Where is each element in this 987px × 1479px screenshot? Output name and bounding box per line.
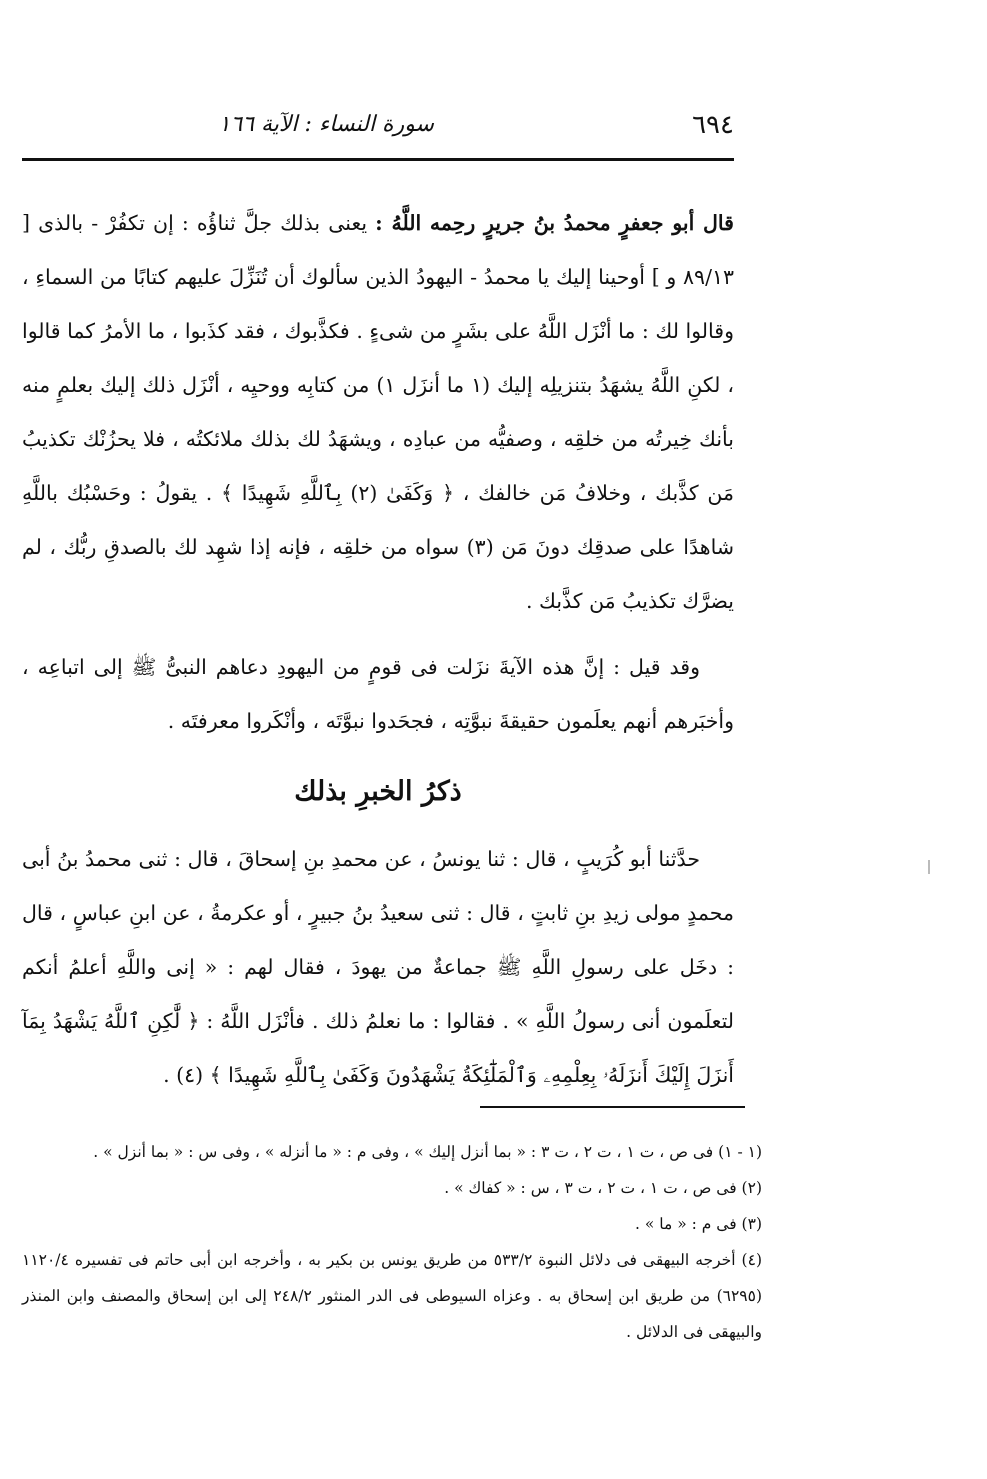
scan-mark [928, 860, 930, 874]
paragraph-lead: قال أبو جعفرٍ محمدُ بنُ جريرٍ رحِمه اللَّهُ : [375, 211, 734, 235]
paragraph-hadith [22, 832, 734, 1102]
paragraph-alternate-view [22, 640, 734, 748]
footnote: (٤) أخرجه البيهقى فى دلائل النبوة ٥٣٣/٢ من طريق يونس بن بكير به ، وأخرجه ابن أبى حاتم فى تفسيره ١١٢٠/٤ (٦٢٩٥) من طريق ابن إسحاق به . وعزاه السيوطى فى الدر المنثور ٢٤٨/٢ إلى ابن إسحاق والمصنف وابن المنذر والبيهقى فى الدلائل . [22, 1251, 763, 1341]
running-head: سورة النساء : الآية ١٦٦ [218, 112, 434, 137]
section-heading: ذكرُ الخبرِ بذلك [294, 776, 462, 807]
paragraph-text: وقد قيل : إنَّ هذه الآيةَ نزَلت فى قومٍ من اليهودِ دعاهم النبىُّ ﷺ إلى اتباعِه ، وأخبَرهم أنهم يعلَمون حقيقةَ نبوَّتِه ، فجحَدوا نبوَّتَه ، وأنْكَروا معرفتَه . [22, 655, 734, 733]
page-header [22, 110, 734, 152]
main-text [22, 196, 734, 1102]
paragraph-text: يعنى بذلك جلَّ ثناؤُه : إن تكفُرْ - بالذى [ ٨٩/١٣ و ] أوحينا إليك يا محمدُ - اليهودُ الذين سألوك أن تُنَزِّلَ عليهم كتابًا من السماءِ ، وقالوا لك : ما أنْزَل اللَّهُ على بشَرٍ من شىءٍ . فكذَّبوك ، فقد كذَبوا ، ما الأمرُ كما قالوا ، لكنِ اللَّهُ يشهَدُ بتنزيلِه إليك (١ ما أنزَل ١) من كتابِه ووحيِه ، أنْزَل ذلك إليك بعلمٍ منه بأنك خِيرتُه من خلقِه ، وصفيُّه من عبادِه ، ويشهَدُ لك بذلك ملائكتُه ، فلا يحزُنْك تكذيبُ مَن كذَّبك ، وخلافُ مَن خالفك ، ﴿ وَكَفَىٰ (٢) بِٱللَّهِ شَهِيدًا ﴾ . يقولُ : وحَسْبُك باللَّهِ شاهدًا على صدقِك دونَ مَن (٣) سواه من خلقِه ، فإنه إذا شهِد لك بالصدقِ ربُّك ، لم يضرَّك تكذيبُ مَن كذَّبك . [22, 211, 735, 613]
footnote: (٢) فى ص ، ت ١ ، ت ٢ ، ت ٣ ، س : « كفاك » . [444, 1179, 762, 1197]
header-rule [22, 158, 734, 161]
footnote: (١ - ١) فى ص ، ت ١ ، ت ٢ ، ت ٣ : « بما أنزل إليك » ، وفى م : « ما أنزله » ، وفى س : « بما أنزل » . [93, 1143, 762, 1161]
page-number: ٦٩٤ [692, 110, 734, 140]
footnote: (٣) فى م : « ما » . [635, 1215, 762, 1233]
paragraph-text: حدَّثنا أبو كُرَيبٍ ، قال : ثنا يونسُ ، عن محمدِ بنِ إسحاقَ ، قال : ثنى محمدُ بنُ أبى محمدٍ مولى زيدِ بنِ ثابتٍ ، قال : ثنى سعيدُ بنُ جبيرٍ ، أو عكرمةُ ، عن ابنِ عباسٍ ، قال : دخَل على رسولِ اللَّهِ ﷺ جماعةٌ من يهودَ ، فقال لهم : « إنى واللَّهِ أعلمُ أنكم لتعلَمون أنى رسولُ اللَّهِ » . فقالوا : ما نعلمُ ذلك . فأنْزَل اللَّهُ : ﴿ لَّٰكِنِ ٱللَّهُ يَشْهَدُ بِمَآ أَنزَلَ إِلَيْكَ أَنزَلَهُۥ بِعِلْمِهِۦ وَٱلْمَلَٰٓئِكَةُ يَشْهَدُونَ وَكَفَىٰ بِٱللَّهِ شَهِيدًا ﴾ (٤) . [22, 847, 734, 1087]
paragraph-commentary [22, 196, 734, 628]
footnote-rule [480, 1106, 745, 1108]
footnotes [22, 1134, 762, 1350]
